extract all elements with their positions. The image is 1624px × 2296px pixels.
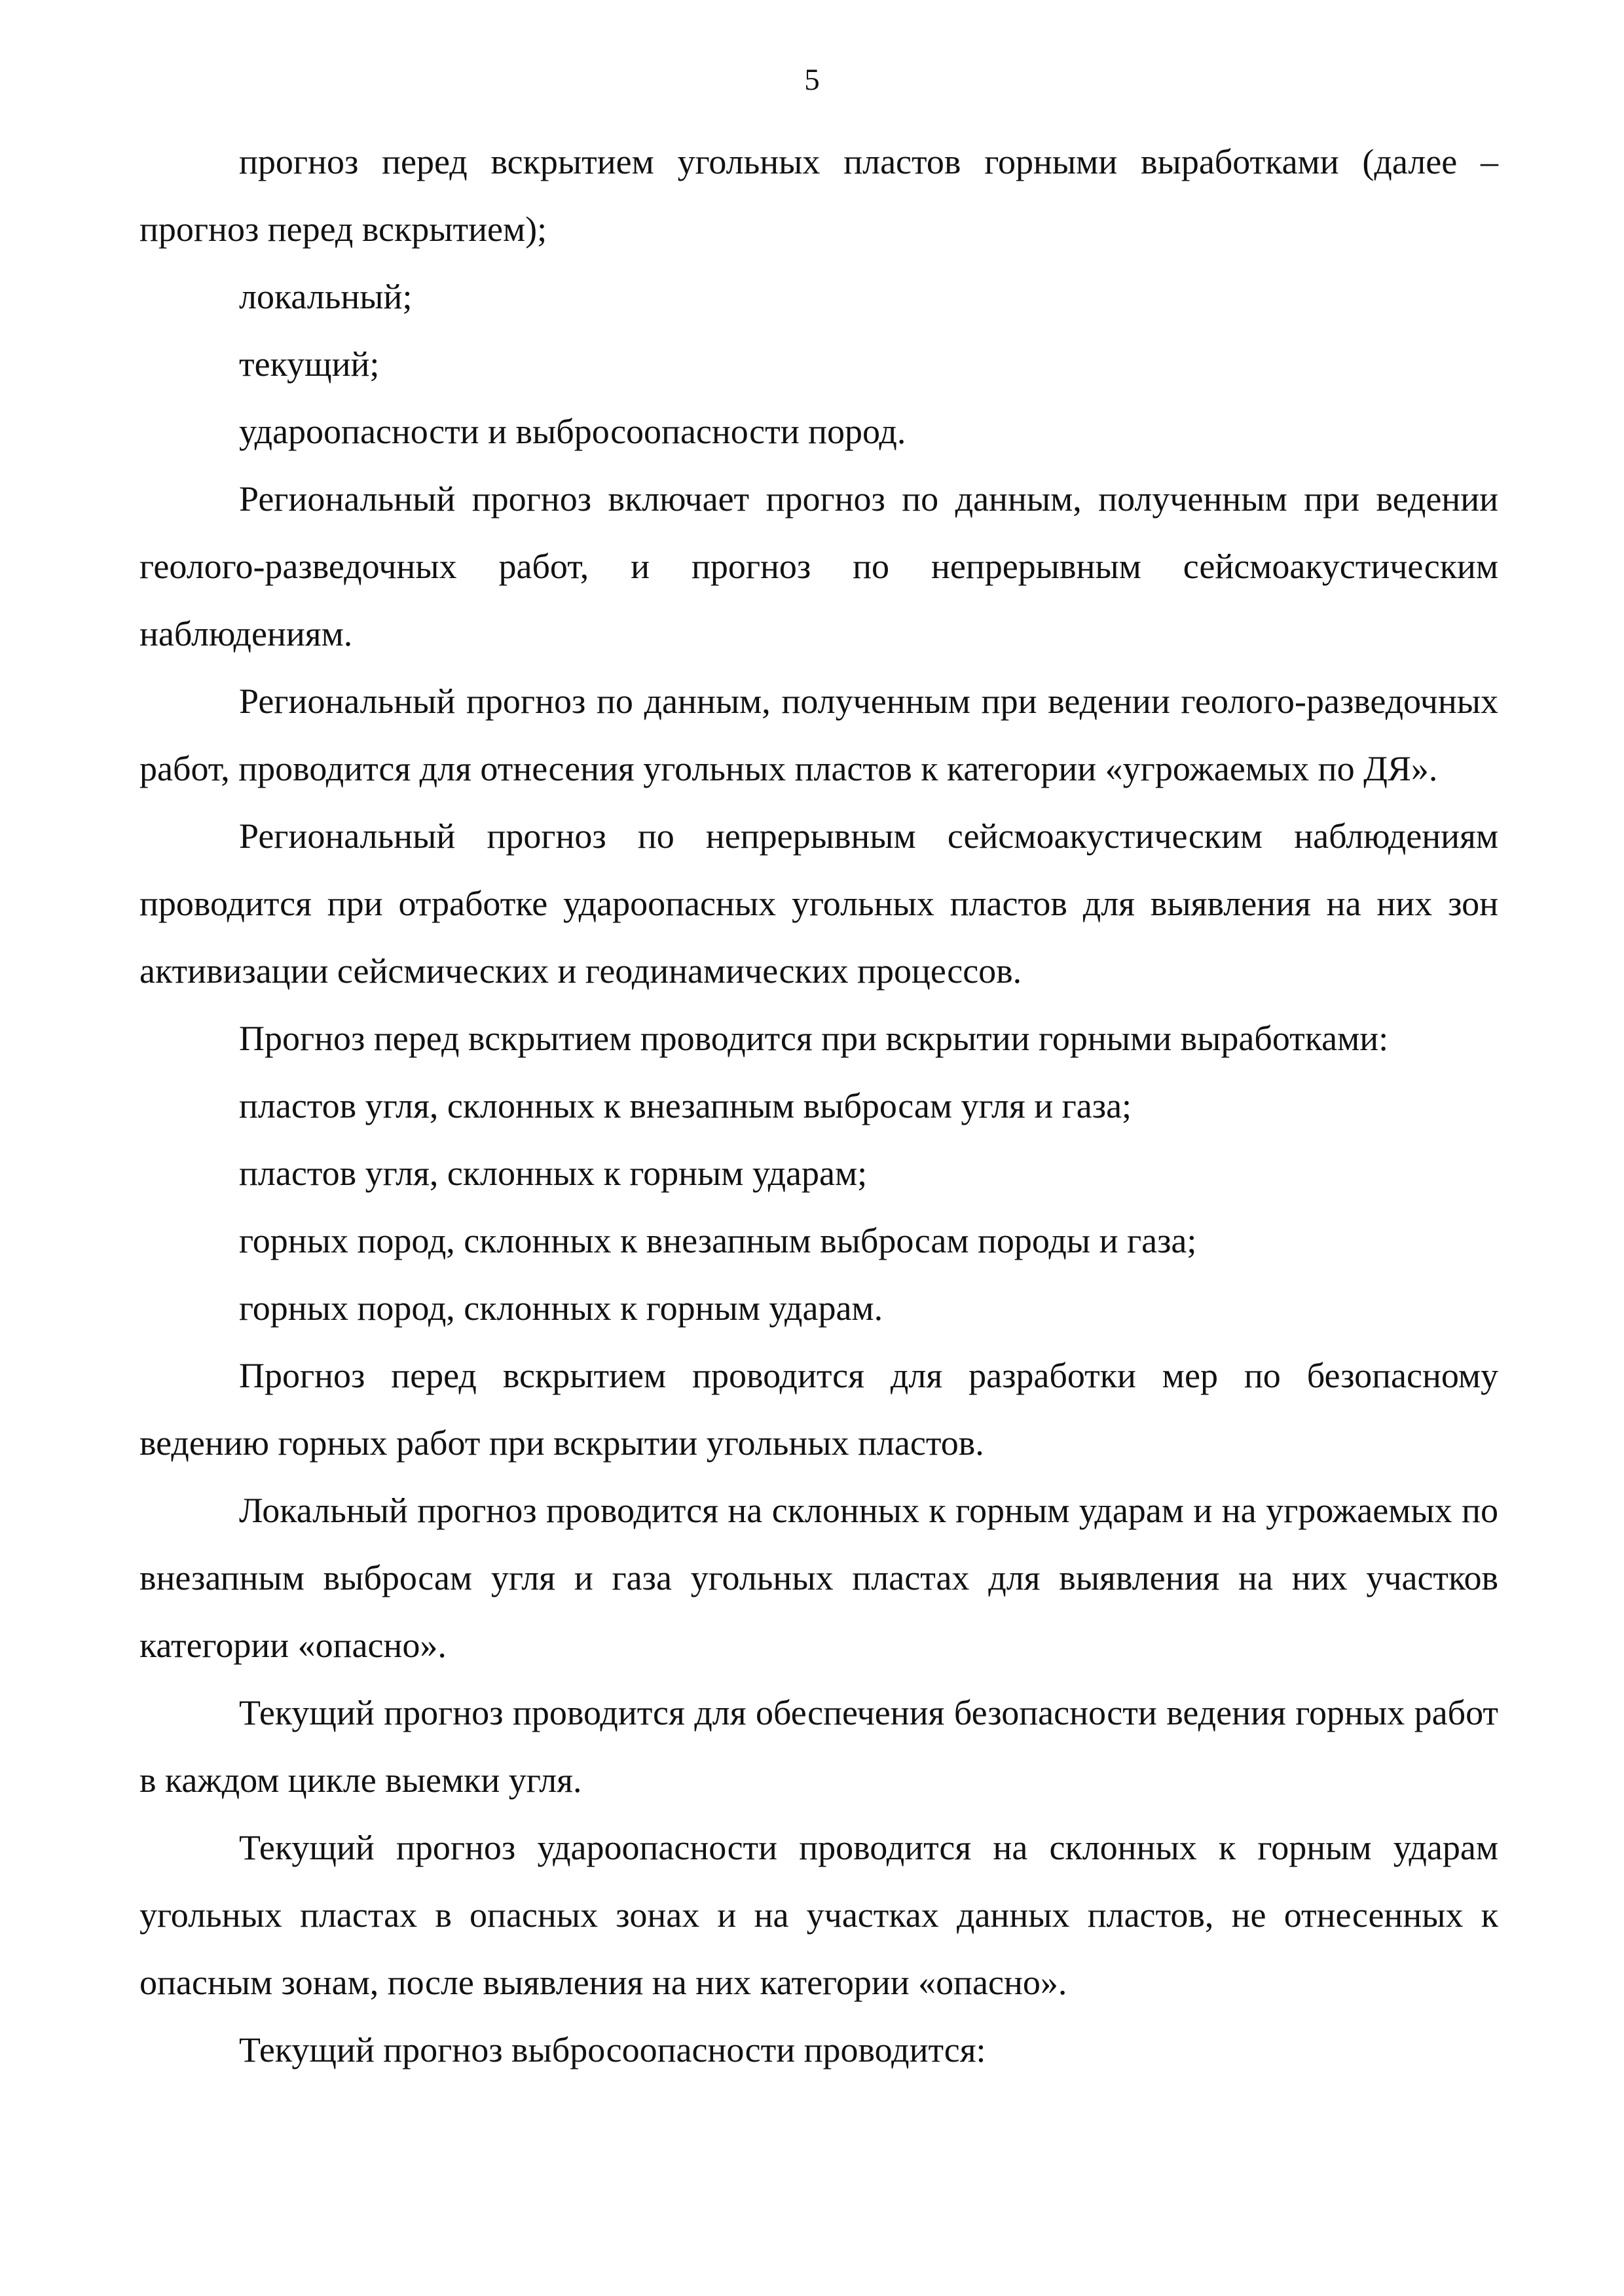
paragraph-local-forecast: Локальный прогноз проводится на склонных к горным ударам и на угрожаемых по внезапным выбросам угля и газа угольных пластах для выявления на них участков категории «опасно».	[139, 1491, 1498, 1665]
paragraph-regional-forecast-includes: Региональный прогноз включает прогноз по данным, полученным при ведении геолого-разведочных работ, и прогноз по непрерывным сейсмоакустическим наблюдениям.	[139, 479, 1498, 653]
paragraph-forecast-before-opening-when: Прогноз перед вскрытием проводится при вскрытии горными выработками:	[239, 1019, 1389, 1058]
list-item-rock-hazard: удароопасности и выбросоопасности пород.	[239, 412, 906, 451]
list-item-local: локальный;	[239, 277, 413, 316]
list-item-current: текущий;	[239, 344, 380, 384]
list-item-coal-outbursts: пластов угля, склонных к внезапным выбросам угля и газа;	[239, 1086, 1132, 1125]
page-number: 5	[804, 63, 820, 97]
list-item-rock-outbursts: горных пород, склонных к внезапным выбросам породы и газа;	[239, 1221, 1197, 1260]
paragraph-forecast-before-opening-purpose: Прогноз перед вскрытием проводится для разработки мер по безопасному ведению горных работ при вскрытии угольных пластов.	[139, 1356, 1498, 1463]
paragraph-regional-forecast-geology: Региональный прогноз по данным, полученным при ведении геолого-разведочных работ, проводится для отнесения угольных пластов к категории «угрожаемых по ДЯ».	[139, 682, 1498, 788]
list-item-coal-bumps: пластов угля, склонных к горным ударам;	[239, 1154, 868, 1193]
paragraph-current-forecast: Текущий прогноз проводится для обеспечения безопасности ведения горных работ в каждом цикле выемки угля.	[139, 1693, 1498, 1800]
list-item-rock-bumps: горных пород, склонных к горным ударам.	[239, 1288, 883, 1328]
paragraph-current-outburst-forecast: Текущий прогноз выбросоопасности проводится:	[239, 2030, 986, 2069]
document-body	[139, 128, 1498, 2084]
paragraph-current-bump-forecast: Текущий прогноз удароопасности проводится на склонных к горным ударам угольных пластах в опасных зонах и на участках данных пластов, не отнесенных к опасным зонам, после выявления на них категории «опасно».	[139, 1828, 1498, 2002]
paragraph-regional-forecast-seismoacoustic: Региональный прогноз по непрерывным сейсмоакустическим наблюдениям проводится при отработке удароопасных угольных пластов для выявления на них зон активизации сейсмических и геодинамических процессов.	[139, 816, 1498, 991]
paragraph-forecast-before-opening: прогноз перед вскрытием угольных пластов горными выработками (далее – прогноз перед вскрытием);	[139, 142, 1498, 249]
